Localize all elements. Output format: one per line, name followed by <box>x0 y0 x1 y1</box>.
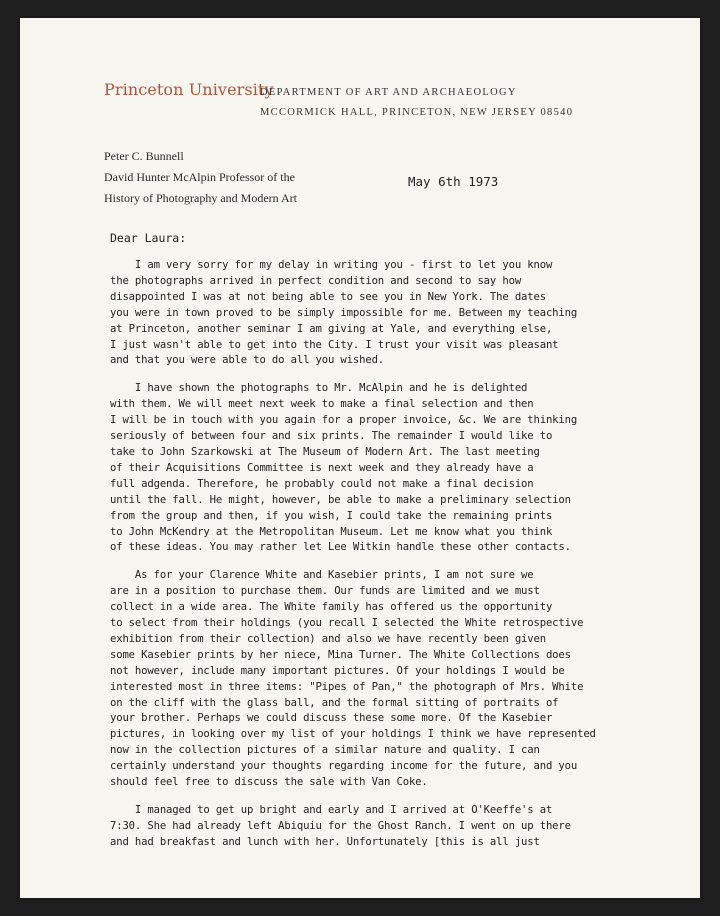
sender-block <box>104 146 297 209</box>
body-line: until the fall. He might, however, be able to make a preliminary selection <box>110 493 571 506</box>
body-line: from the group and then, if you wish, I could take the remaining prints <box>110 509 553 522</box>
body-line: to John McKendry at the Metropolitan Museum. Let me know what you think <box>110 525 553 538</box>
body-paragraph <box>110 381 670 556</box>
body-line: you were in town proved to be simply impossible for me. Between my teaching <box>110 306 578 319</box>
body-line: I am very sorry for my delay in writing you - first to let you know <box>110 259 553 271</box>
body-line: not however, include many important pictures. Of your holdings I would be <box>110 664 565 677</box>
body-line: certainly understand your thoughts regarding income for the future, and you <box>110 760 578 773</box>
body-line: of their Acquisitions Committee is next week and they already have a <box>110 461 534 474</box>
body-line: and that you were able to do all you wished. <box>110 354 385 367</box>
body-line: interested most in three items: "Pipes of Pan," the photograph of Mrs. White <box>110 680 584 693</box>
body-line: I just wasn't able to get into the City. I trust your visit was pleasant <box>110 338 559 351</box>
body-line: collect in a wide area. The White family has offered us the opportunity <box>110 601 553 614</box>
body-line: disappointed I was at not being able to see you in New York. The dates <box>110 290 546 303</box>
body-line: I managed to get up bright and early and I arrived at O'Keeffe's at <box>110 804 553 816</box>
body-line: I have shown the photographs to Mr. McAlpin and he is delighted <box>110 382 528 395</box>
body-line: exhibition from their collection) and also we have recently been given <box>110 632 546 645</box>
body-line: pictures, in looking over my list of your holdings I think we have represented <box>110 728 596 741</box>
department-address: MCCORMICK HALL, PRINCETON, NEW JERSEY 08540 <box>260 107 574 118</box>
body-paragraph <box>110 568 670 791</box>
letter-page <box>20 18 700 898</box>
body-line: to select from their holdings (you recall I selected the White retrospective <box>110 617 584 630</box>
sender-title-line-1: David Hunter McAlpin Professor of the <box>104 170 295 184</box>
body-line: and had breakfast and lunch with her. Unfortunately [this is all just <box>110 835 540 848</box>
body-line: of these ideas. You may rather let Lee Witkin handle these other contacts. <box>110 541 571 554</box>
university-name: Princeton University <box>104 80 274 99</box>
body-line: the photographs arrived in perfect condition and second to say how <box>110 274 522 287</box>
body-line: full adgenda. Therefore, he probably could not make a final decision <box>110 477 534 490</box>
sender-title-line-2: History of Photography and Modern Art <box>104 191 297 205</box>
body-line: on the cliff with the glass ball, and the formal sitting of portraits of <box>110 696 559 709</box>
department-name: DEPARTMENT OF ART AND ARCHAEOLOGY <box>260 87 517 98</box>
body-paragraph <box>110 803 670 851</box>
body-line: 7:30. She had already left Abiquiu for the Ghost Ranch. I went on up there <box>110 819 571 832</box>
body-line: seriously of between four and six prints. The remainder I would like to <box>110 430 553 443</box>
letter-date: May 6th 1973 <box>408 174 499 189</box>
body-line: now in the collection pictures of a similar nature and quality. I can <box>110 744 540 757</box>
body-line: some Kasebier prints by her niece, Mina Turner. The White Collections does <box>110 648 571 661</box>
body-line: should feel free to discuss the sale with Van Coke. <box>110 776 428 789</box>
body-line: take to John Szarkowski at The Museum of Modern Art. The last meeting <box>110 445 540 458</box>
body-line: your brother. Perhaps we could discuss these some more. Of the Kasebier <box>110 712 553 725</box>
letter-body <box>110 258 670 863</box>
salutation: Dear Laura: <box>110 231 187 245</box>
body-paragraph <box>110 258 670 369</box>
body-line: As for your Clarence White and Kasebier prints, I am not sure we <box>110 569 534 582</box>
body-line: at Princeton, another seminar I am giving at Yale, and everything else, <box>110 322 553 335</box>
sender-name: Peter C. Bunnell <box>104 149 184 163</box>
body-line: are in a position to purchase them. Our funds are limited and we must <box>110 585 540 598</box>
body-line: I will be in touch with you again for a proper invoice, &c. We are thinking <box>110 414 578 427</box>
body-line: with them. We will meet next week to make a final selection and then <box>110 398 534 411</box>
